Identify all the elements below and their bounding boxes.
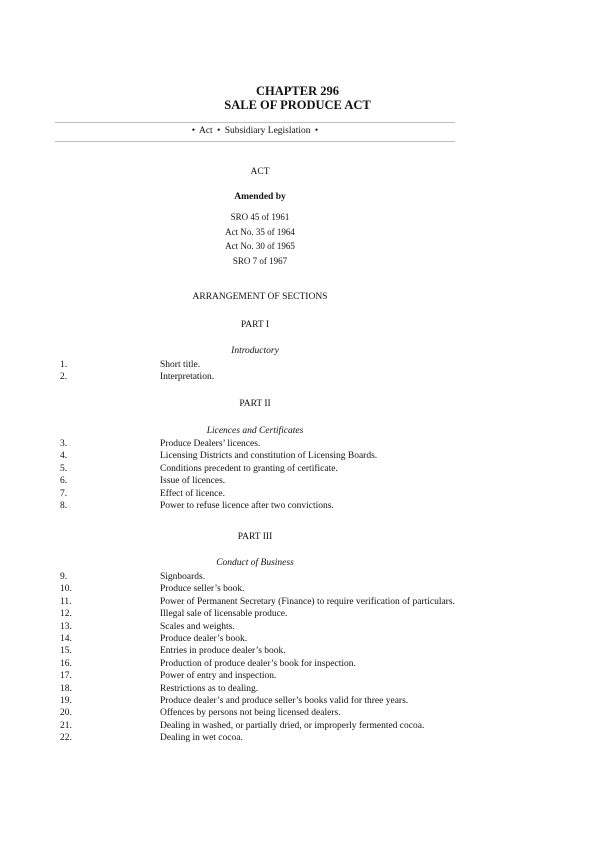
divider-top — [55, 122, 455, 123]
section-number: 9. — [60, 572, 68, 582]
amendment-item: Act No. 35 of 1964 — [225, 226, 295, 237]
section-row[interactable] — [60, 463, 460, 475]
act-heading: ACT — [250, 167, 270, 177]
section-number: 4. — [60, 451, 68, 462]
section-title: Produce dealer’s and produce seller’s books valid for three years. — [160, 696, 409, 707]
section-row[interactable] — [60, 633, 460, 645]
section-row[interactable] — [60, 583, 460, 595]
section-title: Entries in produce dealer’s book. — [160, 646, 286, 657]
section-number: 7. — [60, 488, 68, 499]
section-row[interactable] — [60, 359, 460, 371]
amendment-item: SRO 45 of 1961 — [230, 212, 290, 222]
part-title: Introductory — [231, 346, 279, 356]
nav-separator: • — [217, 126, 221, 136]
section-title: Licensing Districts and constitution of Licensing Boards. — [160, 451, 378, 462]
section-title: Dealing in washed, or partially dried, or improperly fermented cocoa. — [160, 720, 425, 731]
section-title: Offences by persons not being licensed dealers. — [160, 708, 341, 719]
section-title: Conditions precedent to granting of certificate. — [160, 463, 338, 474]
section-title: Production of produce dealer’s book for inspection. — [160, 658, 356, 669]
section-title: Illegal sale of licensable produce. — [160, 609, 288, 620]
section-row[interactable] — [60, 596, 460, 608]
chapter-number: CHAPTER 296 — [256, 84, 339, 98]
section-row[interactable] — [60, 707, 460, 719]
section-row[interactable] — [60, 658, 460, 670]
section-title: Short title. — [160, 360, 201, 370]
section-row[interactable] — [60, 608, 460, 620]
section-title: Interpretation. — [160, 372, 215, 383]
section-row[interactable] — [60, 683, 460, 695]
section-number: 21. — [60, 720, 72, 731]
section-row[interactable] — [60, 371, 460, 383]
amendment-item: SRO 7 of 1967 — [232, 255, 288, 266]
part-heading: PART III — [237, 532, 273, 542]
act-title: SALE OF PRODUCE ACT — [224, 98, 371, 112]
section-number: 5. — [60, 463, 68, 474]
section-row[interactable] — [60, 475, 460, 487]
nav-link-act[interactable]: Act — [198, 126, 213, 136]
section-title: Dealing in wet cocoa. — [160, 733, 243, 744]
nav-link-subsidiary-legislation[interactable]: Subsidiary Legislation — [224, 126, 311, 136]
section-row[interactable] — [60, 500, 460, 512]
section-title: Power of entry and inspection. — [160, 671, 277, 682]
section-number: 13. — [60, 621, 72, 632]
section-title: Issue of licences. — [160, 476, 226, 487]
section-title: Produce Dealers’ licences. — [160, 439, 261, 449]
section-title: Effect of licence. — [160, 488, 225, 499]
section-list — [60, 359, 460, 384]
section-row[interactable] — [60, 695, 460, 707]
section-row[interactable] — [60, 732, 460, 744]
section-title: Signboards. — [160, 572, 206, 582]
part-title: Licences and Certificates — [206, 426, 304, 436]
section-number: 14. — [60, 634, 72, 645]
amended-by-heading: Amended by — [234, 192, 286, 202]
section-number: 12. — [60, 609, 72, 620]
section-number: 2. — [60, 372, 68, 383]
amendment-list — [0, 210, 520, 268]
section-number: 20. — [60, 708, 72, 719]
part-heading: PART I — [240, 320, 270, 330]
section-number: 16. — [60, 658, 72, 669]
section-row[interactable] — [60, 488, 460, 500]
section-number: 3. — [60, 439, 68, 449]
part-title: Conduct of Business — [216, 558, 294, 568]
part-heading: PART II — [239, 399, 271, 409]
section-number: 19. — [60, 696, 72, 707]
divider-bottom — [55, 141, 455, 142]
section-number: 15. — [60, 646, 72, 657]
section-list — [60, 438, 460, 512]
section-list — [60, 571, 460, 745]
section-title: Power of Permanent Secretary (Finance) to require verification of particulars. — [160, 596, 455, 607]
section-number: 11. — [60, 596, 72, 607]
section-title: Produce seller’s book. — [160, 584, 245, 595]
legislation-nav — [55, 126, 455, 136]
section-row[interactable] — [60, 450, 460, 462]
section-title: Restrictions as to dealing. — [160, 683, 259, 694]
section-number: 22. — [60, 733, 72, 744]
section-title: Scales and weights. — [160, 621, 235, 632]
section-title: Power to refuse licence after two convictions. — [160, 501, 334, 512]
section-number: 18. — [60, 683, 72, 694]
section-number: 17. — [60, 671, 72, 682]
section-row[interactable] — [60, 438, 460, 450]
section-number: 8. — [60, 501, 68, 512]
amendment-item: Act No. 30 of 1965 — [225, 241, 295, 251]
nav-separator: • — [191, 126, 196, 136]
section-row[interactable] — [60, 571, 460, 583]
section-number: 6. — [60, 476, 68, 487]
arrangement-heading: ARRANGEMENT OF SECTIONS — [192, 292, 328, 302]
section-title: Produce dealer’s book. — [160, 634, 248, 645]
section-row[interactable] — [60, 720, 460, 732]
section-row[interactable] — [60, 645, 460, 657]
section-number: 1. — [60, 360, 68, 370]
nav-separator: • — [314, 126, 319, 136]
section-number: 10. — [60, 584, 72, 595]
section-row[interactable] — [60, 670, 460, 682]
section-row[interactable] — [60, 621, 460, 633]
